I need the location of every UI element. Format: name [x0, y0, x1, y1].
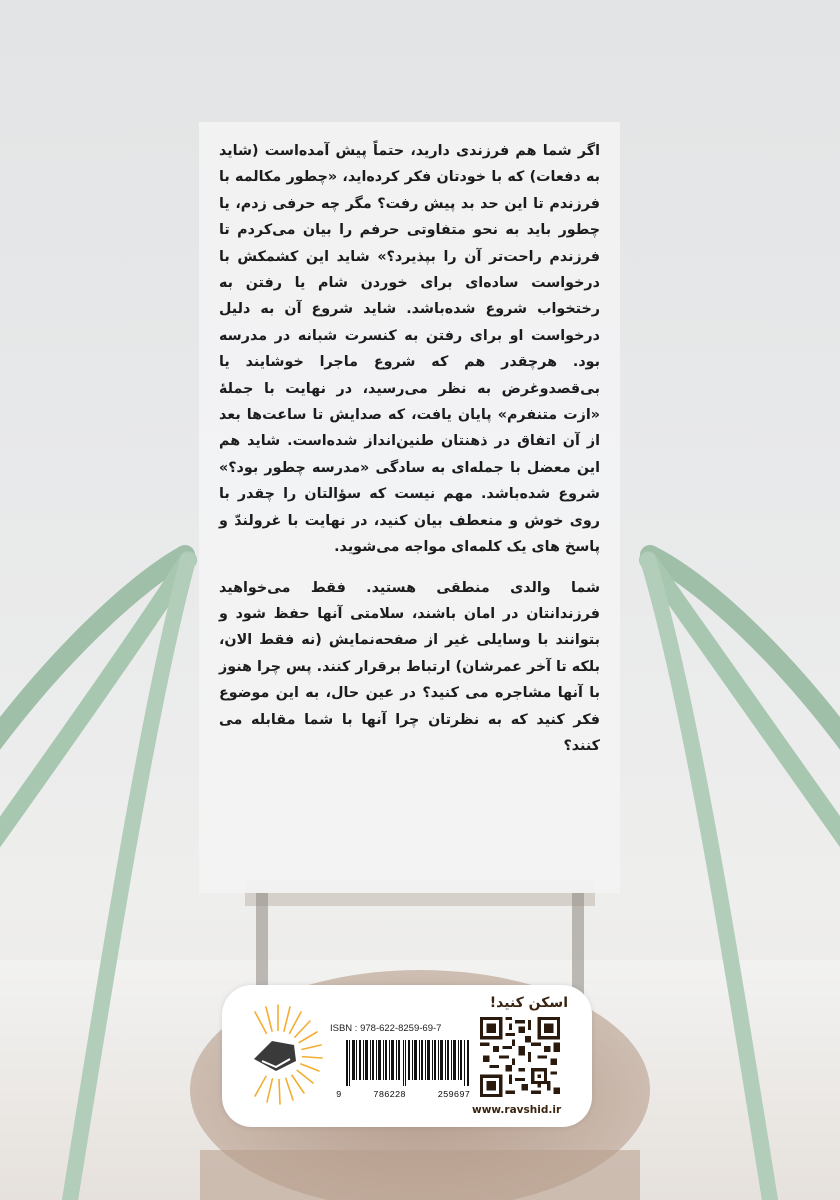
blurb-paragraph-1: اگر شما هم فرزندی دارید، حتماً پیش آمده‌است (شاید به دفعات) که با خودتان فکر کرده‌اید، «چطور مکالمه با فرزندم تا این حد بد پیش رفت؟ مگر چه حرفی زدم، یا چطور باید به نحو متفاوتی حرفم را بیان می‌کردم تا فرزندم راحت‌تر آن را بپذیرد؟» شاید این کشمکش با درخواست ساده‌ای برای خوردن شام یا رفتن به رختخواب شروع شده‌باشد. شاید شروع آن به دلیل درخواست او برای رفتن به کنسرت شبانه در مدرسه بود. هرچقدر هم که شروع ماجرا خوشایند یا بی‌قصدوغرض به نظر می‌رسید، در نهایت با جملهٔ «ازت متنفرم» پایان یافت، که صدایش تا ساعت‌ها بعد از آن اتفاق در ذهنتان طنین‌انداز شده‌است. شاید هم این معضل با جمله‌ای به سادگی «مدرسه چطور بود؟» شروع شده‌باشد. مهم نیست که سؤالتان را چقدر با روی خوش و منعطف بیان کنید، در نهایت با غرولندّ و پاسخ های یک کلمه‌ای مواجه می‌شوید.	[219, 143, 600, 556]
barcode-digit-group: 9	[336, 1090, 342, 1100]
qr-code-icon[interactable]	[480, 1017, 560, 1097]
barcode-icon	[346, 1040, 469, 1086]
barcode-digit-group: 786228	[373, 1090, 406, 1100]
back-cover-text-panel	[199, 122, 620, 893]
website-link[interactable]: www.ravshid.ir	[472, 1104, 562, 1116]
blurb-paragraph-2: شما والدی منطقی هستید. فقط می‌خواهید فرزندانتان در امان باشند، سلامتی آنها حفظ شود و بتوانند با وسایلی غیر از صفحه‌نمایش (نه فقط الان، بلکه تا آخر عمرشان) ارتباط برقرار کنند. پس چرا هنوز با آنها مشاجره می کنید؟ در عین حال، به این موضوع فکر کنید که به نظرتان چرا آنها با شما مقابله می کنند؟	[219, 579, 600, 754]
barcode-digit-group: 259697	[437, 1090, 470, 1100]
scan-label: اسکن کنید!	[489, 995, 568, 1011]
publisher-info-card	[222, 985, 592, 1127]
barcode-digits	[336, 1090, 470, 1100]
isbn-text: ISBN : 978-622-8259-69-7	[330, 1023, 442, 1034]
publisher-sun-logo	[232, 999, 324, 1111]
